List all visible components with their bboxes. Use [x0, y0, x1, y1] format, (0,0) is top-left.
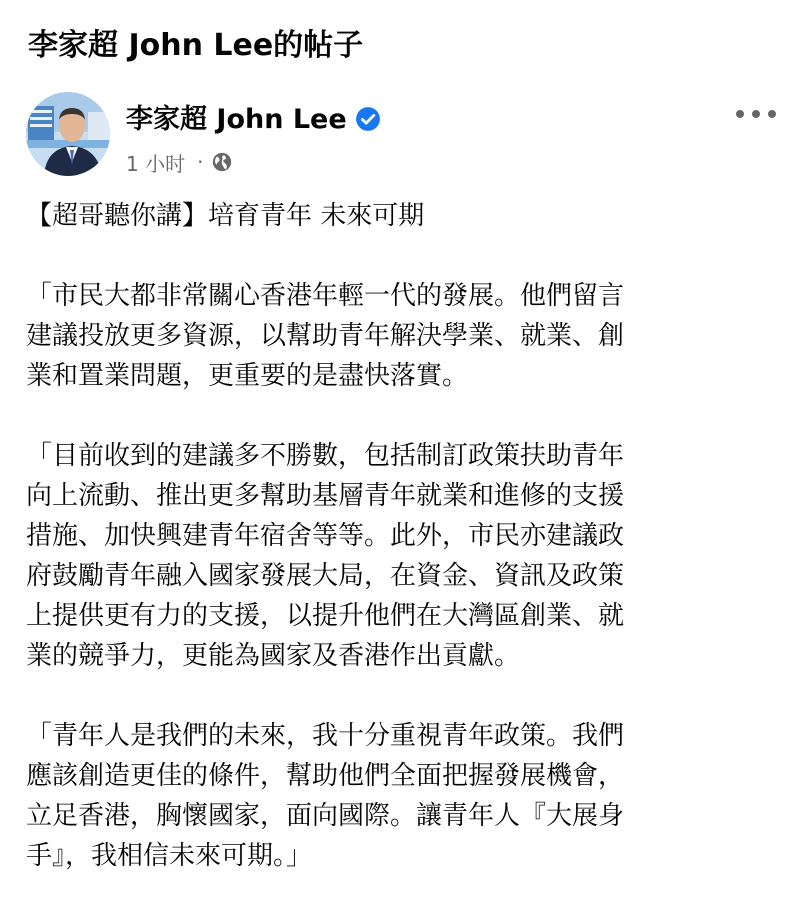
- globe-icon[interactable]: [211, 151, 233, 173]
- post-line: 建議投放更多資源，以幫助青年解決學業、就業、創: [26, 321, 625, 351]
- post-line: 應該創造更佳的條件，幫助他們全面把握發展機會，: [26, 761, 625, 791]
- more-dot: [768, 110, 776, 118]
- avatar[interactable]: [26, 92, 110, 176]
- post-text: [26, 196, 776, 916]
- post-line: 「目前收到的建議多不勝數，包括制訂政策扶助青年: [26, 441, 625, 471]
- page-title: 李家超 John Lee的帖子: [28, 28, 364, 63]
- post-header: [26, 92, 776, 184]
- post-line: 「市民大都非常關心香港年輕一代的發展。他們留言: [26, 281, 625, 311]
- post-line: 向上流動、推出更多幫助基層青年就業和進修的支援: [26, 481, 625, 511]
- author-name-row: [126, 100, 381, 140]
- post-line: 業和置業問題，更重要的是盡快落實。: [26, 361, 469, 391]
- post-line: 手』，我相信未來可期。」: [26, 841, 313, 871]
- post-paragraph-2: [26, 276, 776, 396]
- post-timestamp[interactable]: 1 小时: [126, 151, 186, 176]
- avatar-photo-icon: [26, 92, 110, 176]
- post-meta: [126, 146, 233, 178]
- more-dot: [736, 110, 744, 118]
- more-options-icon[interactable]: [736, 102, 776, 126]
- verified-badge-icon: [355, 106, 381, 132]
- more-dot: [752, 110, 760, 118]
- author-name[interactable]: 李家超 John Lee: [126, 104, 347, 135]
- meta-separator: ·: [197, 150, 204, 174]
- post-line: 立足香港，胸懷國家，面向國際。讓青年人『大展身: [26, 801, 625, 831]
- post-line: 【超哥聽你講】培育青年 未來可期: [26, 201, 425, 231]
- post-paragraph-1: [26, 196, 776, 236]
- post-line: 府鼓勵青年融入國家發展大局，在資金、資訊及政策: [26, 561, 625, 591]
- post-line: 「青年人是我們的未來，我十分重視青年政策。我們: [26, 721, 625, 751]
- post-line: 措施、加快興建青年宿舍等等。此外，市民亦建議政: [26, 521, 625, 551]
- post-line: 上提供更有力的支援，以提升他們在大灣區創業、就: [26, 601, 625, 631]
- post-paragraph-4: [26, 716, 776, 876]
- post-line: 業的競爭力，更能為國家及香港作出貢獻。: [26, 641, 521, 671]
- post-paragraph-3: [26, 436, 776, 676]
